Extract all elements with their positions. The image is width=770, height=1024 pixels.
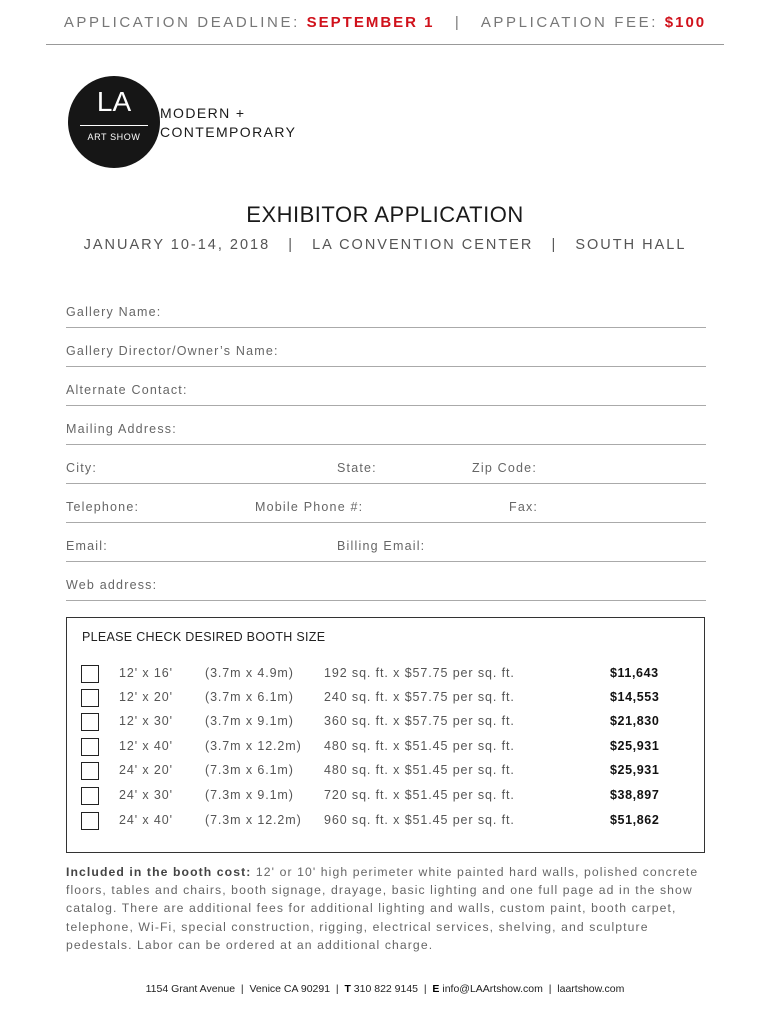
booth-metric: (3.7m x 12.2m) — [205, 739, 302, 753]
logo-line-contemporary: CONTEMPORARY — [160, 124, 297, 140]
web-address-label: Web address: — [66, 578, 158, 592]
included-label: Included in the booth cost: — [66, 865, 252, 879]
booth-price: $21,830 — [610, 714, 660, 728]
booth-option[interactable] — [67, 739, 704, 759]
booth-metric: (3.7m x 4.9m) — [205, 666, 294, 680]
booth-option[interactable] — [67, 666, 704, 686]
booth-price: $25,931 — [610, 763, 660, 777]
telephone-label: Telephone: — [66, 500, 140, 514]
booth-area-rate: 192 sq. ft. x $57.75 per sq. ft. — [324, 666, 515, 680]
state-label: State: — [337, 461, 377, 475]
booth-area-rate: 360 sq. ft. x $57.75 per sq. ft. — [324, 714, 515, 728]
booth-metric: (3.7m x 6.1m) — [205, 690, 294, 704]
booth-price: $51,862 — [610, 813, 660, 827]
city-state-zip-row[interactable] — [66, 461, 706, 484]
mobile-phone-label: Mobile Phone #: — [255, 500, 364, 514]
booth-option[interactable] — [67, 763, 704, 783]
alternate-contact-field[interactable] — [66, 383, 706, 406]
booth-area-rate: 960 sq. ft. x $51.45 per sq. ft. — [324, 813, 515, 827]
zip-code-label: Zip Code: — [472, 461, 537, 475]
logo-art-show-text: ART SHOW — [87, 132, 141, 142]
footer-address: 1154 Grant Avenue | Venice CA 90291 | — [145, 983, 345, 995]
footer-contact — [0, 983, 770, 995]
director-name-field[interactable] — [66, 344, 706, 367]
fee-label: APPLICATION FEE: — [480, 14, 658, 31]
logo-la-text: LA — [96, 86, 132, 117]
logo-line-modern: MODERN + — [160, 105, 246, 121]
booth-size-box — [66, 617, 705, 853]
booth-size: 12' x 16' — [119, 666, 173, 680]
booth-checkbox[interactable] — [81, 689, 99, 707]
booth-metric: (3.7m x 9.1m) — [205, 714, 294, 728]
booth-size: 24' x 20' — [119, 763, 173, 777]
director-name-label: Gallery Director/Owner’s Name: — [66, 344, 279, 358]
booth-price: $11,643 — [610, 666, 659, 680]
booth-checkbox[interactable] — [81, 787, 99, 805]
alternate-contact-label: Alternate Contact: — [66, 383, 188, 397]
booth-checkbox[interactable] — [81, 762, 99, 780]
booth-size: 24' x 30' — [119, 788, 173, 802]
la-art-show-logo — [68, 76, 160, 168]
email-row[interactable] — [66, 539, 706, 562]
booth-option[interactable] — [67, 690, 704, 710]
included-text: 12' or 10' high perimeter white painted hard walls, polished concrete floors, tables and chairs, booth signage, drayage, basic lighting and one full page ad in the show catalog. There are additional fees for additional lighting and walls, custom paint, booth carpet, telephone, Wi-Fi, special construction, rigging, electrical services, shelving, and sculpture pedestals. Labor can be ordered at an additional charge. — [66, 865, 699, 952]
footer-email-prefix: E — [432, 983, 440, 995]
web-address-field[interactable] — [66, 578, 706, 601]
booth-area-rate: 480 sq. ft. x $51.45 per sq. ft. — [324, 763, 515, 777]
logo-divider — [80, 125, 148, 126]
application-header — [46, 8, 724, 45]
deadline-value: SEPTEMBER 1 — [306, 14, 435, 31]
page-title: EXHIBITOR APPLICATION — [246, 202, 524, 227]
booth-area-rate: 240 sq. ft. x $57.75 per sq. ft. — [324, 690, 515, 704]
booth-checkbox[interactable] — [81, 665, 99, 683]
booth-size: 12' x 30' — [119, 714, 173, 728]
billing-email-label: Billing Email: — [337, 539, 426, 553]
fax-label: Fax: — [509, 500, 539, 514]
booth-size: 12' x 20' — [119, 690, 173, 704]
header-separator: | — [454, 14, 462, 31]
booth-checkbox[interactable] — [81, 738, 99, 756]
gallery-name-label: Gallery Name: — [66, 305, 162, 319]
mailing-address-label: Mailing Address: — [66, 422, 177, 436]
event-details: JANUARY 10-14, 2018 | LA CONVENTION CENTER | SOUTH HALL — [83, 237, 687, 253]
booth-size: 24' x 40' — [119, 813, 173, 827]
deadline-label: APPLICATION DEADLINE: — [63, 14, 300, 31]
email-label: Email: — [66, 539, 108, 553]
footer-email-website: info@LAArtshow.com | laartshow.com — [439, 983, 625, 995]
booth-checkbox[interactable] — [81, 713, 99, 731]
booth-metric: (7.3m x 9.1m) — [205, 788, 294, 802]
booth-price: $14,553 — [610, 690, 660, 704]
booth-size: 12' x 40' — [119, 739, 173, 753]
footer-phone: 310 822 9145 | — [350, 983, 433, 995]
booth-option[interactable] — [67, 813, 704, 833]
gallery-name-field[interactable] — [66, 305, 706, 328]
booth-option[interactable] — [67, 714, 704, 734]
booth-area-rate: 720 sq. ft. x $51.45 per sq. ft. — [324, 788, 515, 802]
footer-phone-prefix: T — [344, 983, 351, 995]
city-label: City: — [66, 461, 97, 475]
included-in-booth-cost — [66, 863, 706, 954]
booth-size-heading: PLEASE CHECK DESIRED BOOTH SIZE — [82, 630, 326, 644]
logo-wordmark — [160, 104, 296, 142]
booth-checkbox[interactable] — [81, 812, 99, 830]
mailing-address-field[interactable] — [66, 422, 706, 445]
booth-option[interactable] — [67, 788, 704, 808]
booth-metric: (7.3m x 6.1m) — [205, 763, 294, 777]
phone-row[interactable] — [66, 500, 706, 523]
booth-price: $25,931 — [610, 739, 660, 753]
booth-metric: (7.3m x 12.2m) — [205, 813, 302, 827]
booth-price: $38,897 — [610, 788, 660, 802]
fee-value: $100 — [664, 14, 707, 31]
booth-area-rate: 480 sq. ft. x $51.45 per sq. ft. — [324, 739, 515, 753]
